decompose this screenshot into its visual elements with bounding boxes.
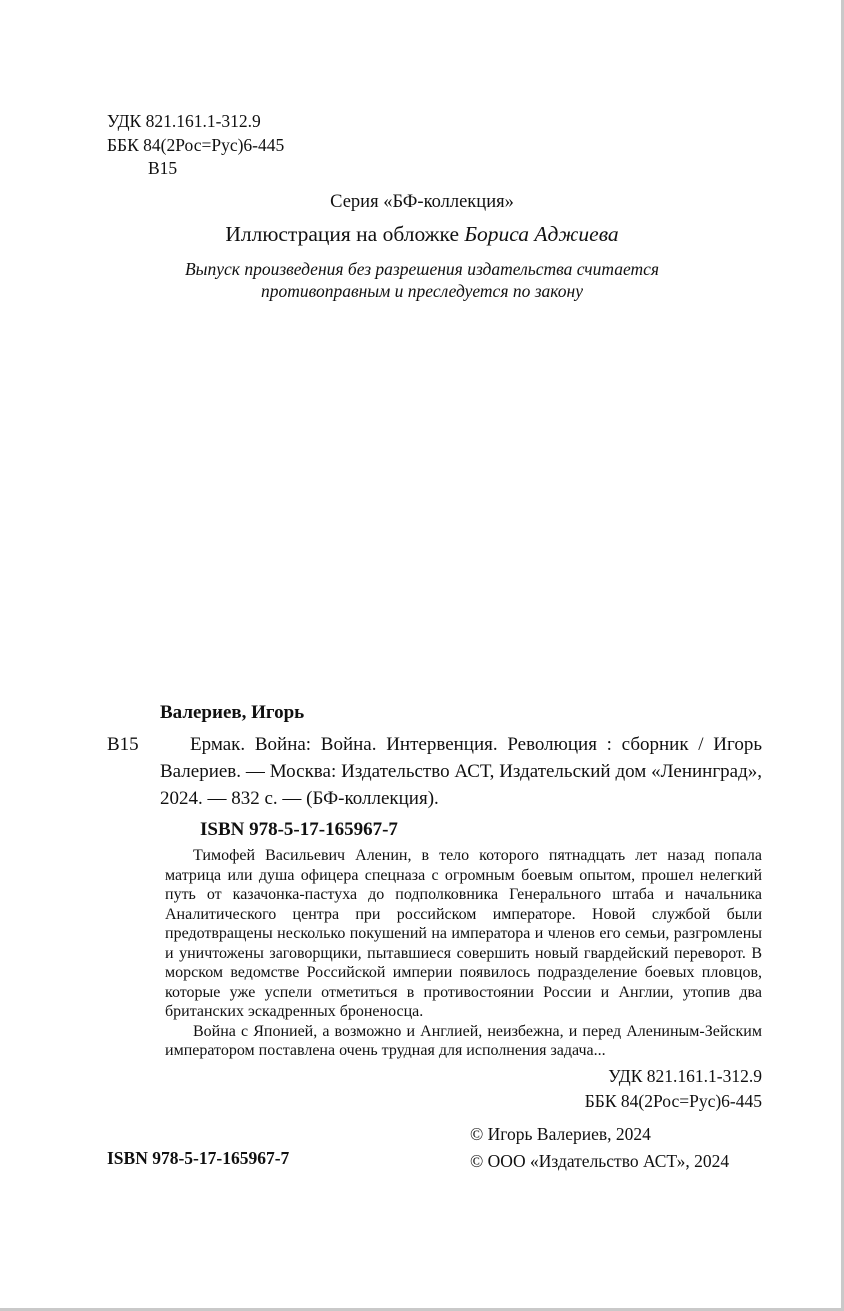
legal-notice-line: Выпуск произведения без разрешения издательства считается (184, 259, 660, 279)
bbk-code-bottom: ББК 84(2Рос=Рус)6-445 (584, 1090, 762, 1111)
copyright-line-publisher: © ООО «Издательство АСТ», 2024 (470, 1151, 730, 1171)
cover-credit-line (0, 222, 844, 247)
legal-notice-line: противоправным и преследуется по закону (260, 280, 583, 301)
copyright-line-author: © Игорь Валериев, 2024 (470, 1124, 651, 1144)
catalog-card (0, 702, 844, 841)
udk-code-bottom: УДК 821.161.1-312.9 (608, 1066, 762, 1086)
author-sign: В15 (107, 734, 139, 755)
cover-credit-text: Иллюстрация на обложке (225, 222, 465, 246)
isbn-line: ISBN 978-5-17-165967-7 (200, 819, 398, 840)
catalog-card-body (0, 731, 844, 812)
annotation (165, 846, 762, 1061)
copyright-block (470, 1121, 729, 1175)
annotation-paragraph: Война с Японией, а возможно и Англией, неизбежна, и перед Алениным-Зейским императором поставлена очень трудная для исполнения задача... (165, 1022, 762, 1059)
isbn-footer: ISBN 978-5-17-165967-7 (107, 1148, 290, 1168)
udk-code-top: УДК 821.161.1-312.9 (107, 111, 261, 131)
cover-artist-name: Бориса Аджиева (464, 222, 619, 246)
annotation-paragraph: Тимофей Васильевич Аленин, в тело которого пятнадцать лет назад попала матрица или душа офицера спецназа с огромным боевым опытом, прошел нелегкий путь от казачонка-пастуха до подполковника Генерального штаба и начальника Аналитического центра при российском императоре. Новой службой были предотвращены несколько покушений на императора и членов его семьи, разгромлены и уничтожены заговорщики, пытавшиеся совершить новый гвардейский переворот. В морском ведомстве Российской империи появилось подразделение боевых пловцов, которые уже успели отметиться в противостоянии России и Англии, утопив два британских эскадренных броненосца. (165, 847, 762, 1020)
series-line: Серия «БФ-коллекция» (330, 192, 514, 212)
bibliographic-description: Ермак. Война: Война. Интервенция. Революция : сборник / Игорь Валериев. — Москва: Издательство АСТ, Издательский дом «Ленинград», 2024. — 832 с. — (БФ-коллекция). (160, 734, 762, 809)
bibliographic-codes-top (107, 110, 284, 181)
legal-notice (0, 259, 844, 302)
author-heading: Валериев, Игорь (160, 702, 305, 723)
bibliographic-codes-bottom (585, 1064, 762, 1113)
author-sign-top: В15 (148, 158, 178, 178)
bbk-code-top: ББК 84(2Рос=Рус)6-445 (107, 134, 285, 155)
